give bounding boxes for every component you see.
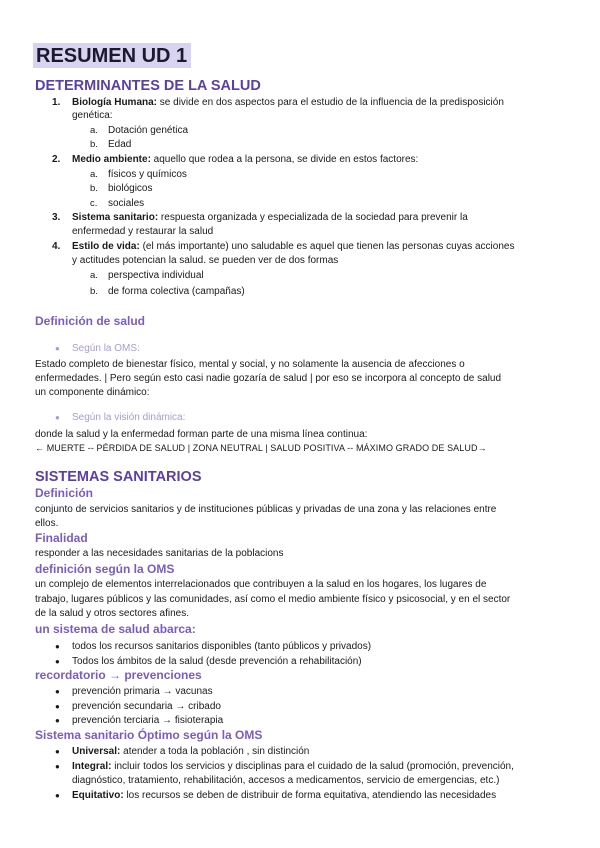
list-item: prevención primaria → vacunas (72, 686, 213, 697)
item-text: los recursos se deben de distribuir de forma equitativa, atendiendo las necesidades (123, 790, 497, 801)
sub-item: Dotación genética (108, 125, 189, 136)
bullet-icon: ● (55, 687, 60, 696)
bullet-icon: ● (55, 762, 60, 771)
oms-line: de la salud y otros sectores afines. (35, 608, 189, 619)
sub-item: físicos y químicos (108, 169, 187, 180)
bullet-icon: ● (55, 642, 60, 651)
item-text-cont: diagnóstico, tratamiento, rehabilitación, accesos a medicamentos, servicio de emergencias, etc.) (72, 775, 500, 786)
subheading-finalidad: Finalidad (35, 531, 88, 545)
finalidad-text: responder a las necesidades sanitarias de la poblacions (35, 548, 284, 559)
item-label: Biología Humana: (72, 97, 158, 108)
definicion-line: ellos. (35, 518, 59, 529)
sub-marker: a. (90, 270, 98, 281)
item-label: Medio ambiente: (72, 154, 151, 165)
section-heading-determinantes: DETERMINANTES DE LA SALUD (35, 78, 261, 94)
bullet-icon: ● (55, 657, 60, 666)
list-item: Todos los ámbitos de la salud (desde prevención a rehabilitación) (72, 656, 362, 667)
sub-marker: b. (90, 139, 98, 150)
item-text-cont: enfermedad y restaurar la salud (72, 226, 214, 237)
sub-item: sociales (108, 198, 145, 209)
subheading-abarca: un sistema de salud abarca: (35, 622, 196, 636)
bullet-oms: Según la OMS: (72, 343, 140, 354)
sub-item: Edad (108, 139, 132, 150)
item-text: se divide en dos aspectos para el estudio de la influencia de la predisposición (157, 97, 504, 108)
bullet-icon: ● (55, 716, 60, 725)
list-item (72, 240, 514, 253)
item-text: respuesta organizada y especializada de la sociedad para prevenir la (158, 212, 468, 223)
item-label: Integral: (72, 761, 112, 772)
subheading-definicion: Definición (35, 486, 94, 500)
sub-item: perspectiva individual (108, 270, 204, 281)
item-label: Estilo de vida: (72, 241, 140, 252)
bullet-icon: ● (55, 747, 60, 756)
oms-line: un complejo de elementos interrelacionados que contribuyen a la salud en los hogares, los lugares de (35, 579, 487, 590)
list-item: prevención secundaria → cribado (72, 701, 221, 712)
item-label: Universal: (72, 746, 121, 757)
list-item (72, 760, 514, 773)
item-label: Sistema sanitario: (72, 212, 159, 223)
oms-definition-line: enfermedades. | Pero según esto casi nadie gozaría de salud | por eso se incorpora al concepto de salud (35, 373, 502, 384)
bullet-icon: ● (55, 413, 60, 422)
bullet-icon: ● (55, 702, 60, 711)
bullet-vision-dinamica: Según la visión dinámica: (72, 412, 186, 423)
dynamic-line: donde la salud y la enfermedad forman parte de una misma línea continua: (35, 429, 368, 440)
sub-marker: b. (90, 286, 98, 297)
bullet-icon: ● (55, 791, 60, 800)
list-number: 3. (52, 212, 61, 223)
health-continuum: ← MUERTE -- PÉRDIDA DE SALUD | ZONA NEUTRAL | SALUD POSITIVA -- MÁXIMO GRADO DE SALUD→ (35, 443, 487, 453)
list-number: 1. (52, 97, 61, 108)
list-item (72, 153, 418, 166)
section-heading-definicion-salud: Definición de salud (35, 314, 146, 328)
item-text: atender a toda la población , sin distinción (120, 746, 310, 757)
list-item: prevención terciaria → fisioterapia (72, 715, 224, 726)
sub-marker: c. (90, 198, 98, 209)
item-label: Equitativo: (72, 790, 124, 801)
list-number: 4. (52, 241, 61, 252)
page-title: RESUMEN UD 1 (33, 43, 191, 68)
list-item: todos los recursos sanitarios disponibles (tanto públicos y privados) (72, 641, 372, 652)
item-text-cont: y actitudes potencian la salud. se pueden ver de dos formas (72, 255, 339, 266)
subheading-optimo: Sistema sanitario Óptimo según la OMS (35, 728, 263, 742)
oms-line: trabajo, lugares públicos y las comunidades, así como el medio ambiente físico y psicosocial, y en el sector (35, 594, 511, 605)
list-number: 2. (52, 154, 61, 165)
oms-definition-line: Estado completo de bienestar físico, mental y social, y no solamente la ausencia de afecciones o (35, 359, 465, 370)
section-heading-sistemas: SISTEMAS SANITARIOS (35, 469, 202, 485)
sub-marker: a. (90, 125, 98, 136)
sub-item: de forma colectiva (campañas) (108, 286, 245, 297)
list-item (72, 745, 309, 758)
list-item (72, 789, 496, 802)
item-text: (el más importante) uno saludable es aquel que tienen las personas cuyas acciones (139, 241, 515, 252)
oms-definition-line: un componente dinámico: (35, 387, 150, 398)
list-item (72, 96, 504, 109)
list-item (72, 211, 468, 224)
item-text-cont: genética: (72, 110, 113, 121)
item-text: aquello que rodea a la persona, se divide en estos factores: (150, 154, 419, 165)
sub-marker: b. (90, 183, 98, 194)
sub-item: biológicos (108, 183, 153, 194)
sub-marker: a. (90, 169, 98, 180)
definicion-line: conjunto de servicios sanitarios y de instituciones públicas y privadas de una zona y las relaciones entre (35, 504, 497, 515)
subheading-definicion-oms: definición según la OMS (35, 562, 175, 576)
subheading-recordatorio: recordatorio → prevenciones (35, 668, 202, 682)
bullet-icon: ● (55, 344, 60, 353)
item-text: incluir todos los servicios y disciplinas para el cuidado de la salud (promoción, prevención, (111, 761, 514, 772)
